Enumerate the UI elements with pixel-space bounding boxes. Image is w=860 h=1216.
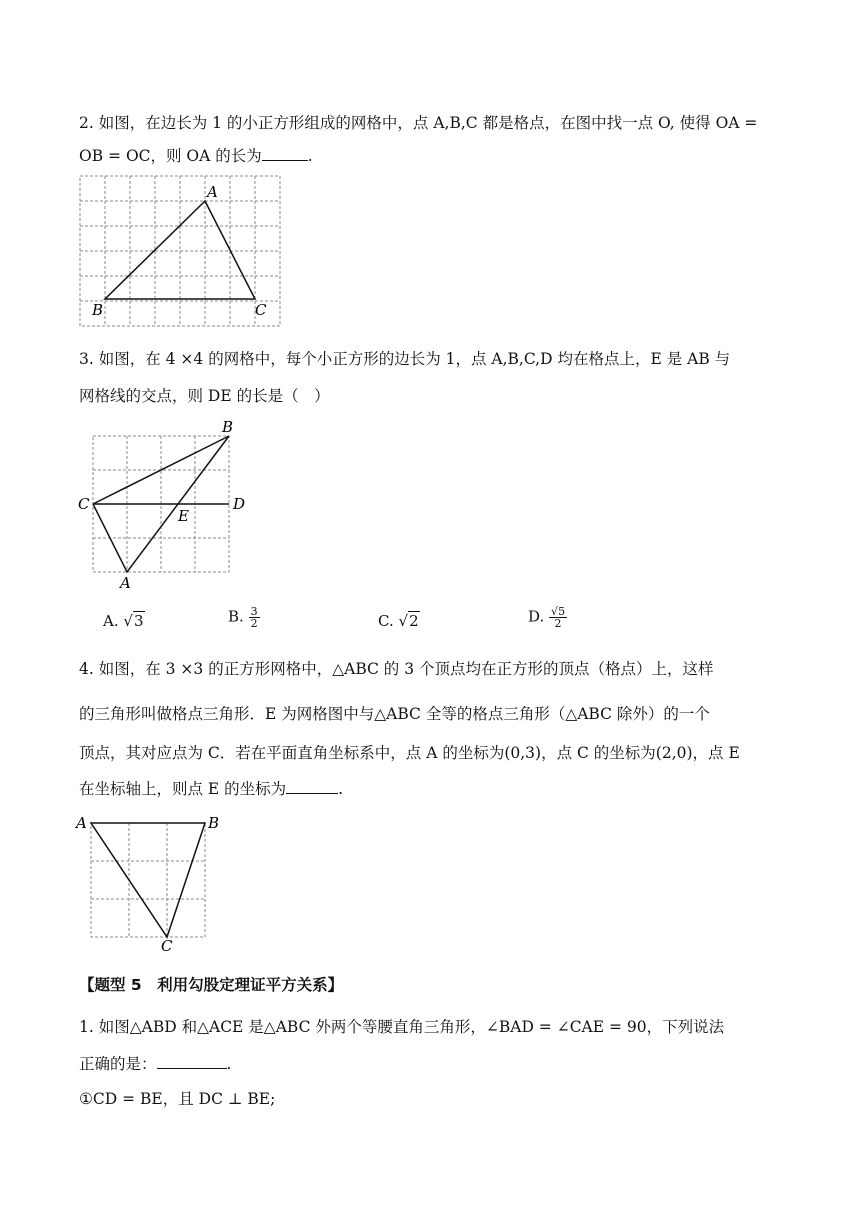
q4-triangle-abc — [91, 823, 205, 937]
q3-label-c: C — [78, 495, 90, 513]
section-heading-type5: 【题型 5 利用勾股定理证平方关系】 — [79, 976, 344, 994]
q5-answer-blank[interactable] — [157, 1054, 227, 1069]
q4-grid-diagram — [76, 812, 236, 954]
q3-label-a: A — [120, 574, 131, 592]
q2-label-a: A — [207, 183, 218, 201]
q3-option-d-value: $\frac{√5}{2}$ — [551, 605, 566, 630]
q5-text-line2 — [79, 1054, 231, 1074]
q3-option-b-label: B. — [228, 607, 244, 626]
q3-option-a[interactable] — [103, 612, 145, 630]
q2-figure — [80, 176, 285, 328]
q3-text-line2: 网格线的交点，则 DE 的长是（ ） — [79, 387, 330, 405]
q2-text-line2b: . — [307, 147, 313, 165]
q3-option-b-value: $\frac{3}{2}$ — [250, 605, 258, 630]
q4-answer-blank[interactable] — [286, 779, 338, 794]
q2-answer-blank[interactable] — [262, 146, 308, 161]
q2-label-c: C — [255, 301, 267, 319]
q3-grid-diagram — [78, 418, 258, 593]
q4-label-c: C — [161, 937, 173, 955]
q4-text-line4a: 在坐标轴上，则点 E 的坐标为 — [79, 780, 287, 798]
q4-figure — [76, 812, 236, 954]
q3-option-c[interactable] — [378, 612, 420, 630]
q4-label-b: B — [208, 814, 220, 832]
q3-option-a-label: A. — [103, 612, 119, 630]
q5-text-line2b: . — [226, 1055, 232, 1073]
q3-label-b: B — [222, 418, 234, 436]
q3-option-c-label: C. — [378, 612, 394, 630]
q4-text-line4b: . — [338, 780, 344, 798]
q5-text-line1: 1. 如图△ABD 和△ACE 是△ABC 外两个等腰直角三角形，∠BAD = ∠CAE = 90，下列说法 — [79, 1018, 725, 1036]
q3-figure — [78, 418, 258, 593]
q3-label-d: D — [233, 495, 246, 513]
q3-option-a-value: √3 — [123, 612, 144, 630]
q4-label-a: A — [76, 814, 87, 832]
q2-triangle-abc — [105, 201, 255, 299]
q3-option-d[interactable] — [528, 606, 567, 629]
q3-text-line1: 3. 如图，在 4 ×4 的网格中，每个小正方形的边长为 1，点 A,B,C,D 均在格点上，E 是 AB 与 — [79, 350, 731, 368]
q2-text-line1: 2. 如图，在边长为 1 的小正方形组成的网格中，点 A,B,C 都是格点，在图中找一点 O, 使得 OA = — [79, 114, 758, 132]
q2-grid-diagram — [80, 176, 285, 328]
q3-label-e: E — [178, 507, 189, 525]
q2-label-b: B — [92, 301, 104, 319]
q3-option-d-label: D. — [528, 607, 545, 626]
q4-text-line2: 的三角形叫做格点三角形．E 为网格图中与△ABC 全等的格点三角形（△ABC 除外）的一个 — [79, 705, 710, 723]
q3-option-c-value: √2 — [398, 612, 419, 630]
q3-option-b[interactable] — [228, 606, 260, 629]
q5-text-line2a: 正确的是： — [79, 1055, 157, 1073]
q2-text-line2a: OB = OC，则 OA 的长为 — [79, 147, 262, 165]
q4-text-line1: 4. 如图，在 3 ×3 的正方形网格中，△ABC 的 3 个顶点均在正方形的顶点（格点）上，这样 — [79, 660, 714, 678]
q5-text-line3: ①CD = BE，且 DC ⊥ BE; — [79, 1090, 276, 1108]
q4-text-line3: 顶点，其对应点为 C．若在平面直角坐标系中，点 A 的坐标为(0,3)，点 C 的坐标为(2,0)，点 E — [79, 744, 740, 762]
q4-text-line4 — [79, 779, 343, 799]
q2-text-line2 — [79, 146, 313, 166]
